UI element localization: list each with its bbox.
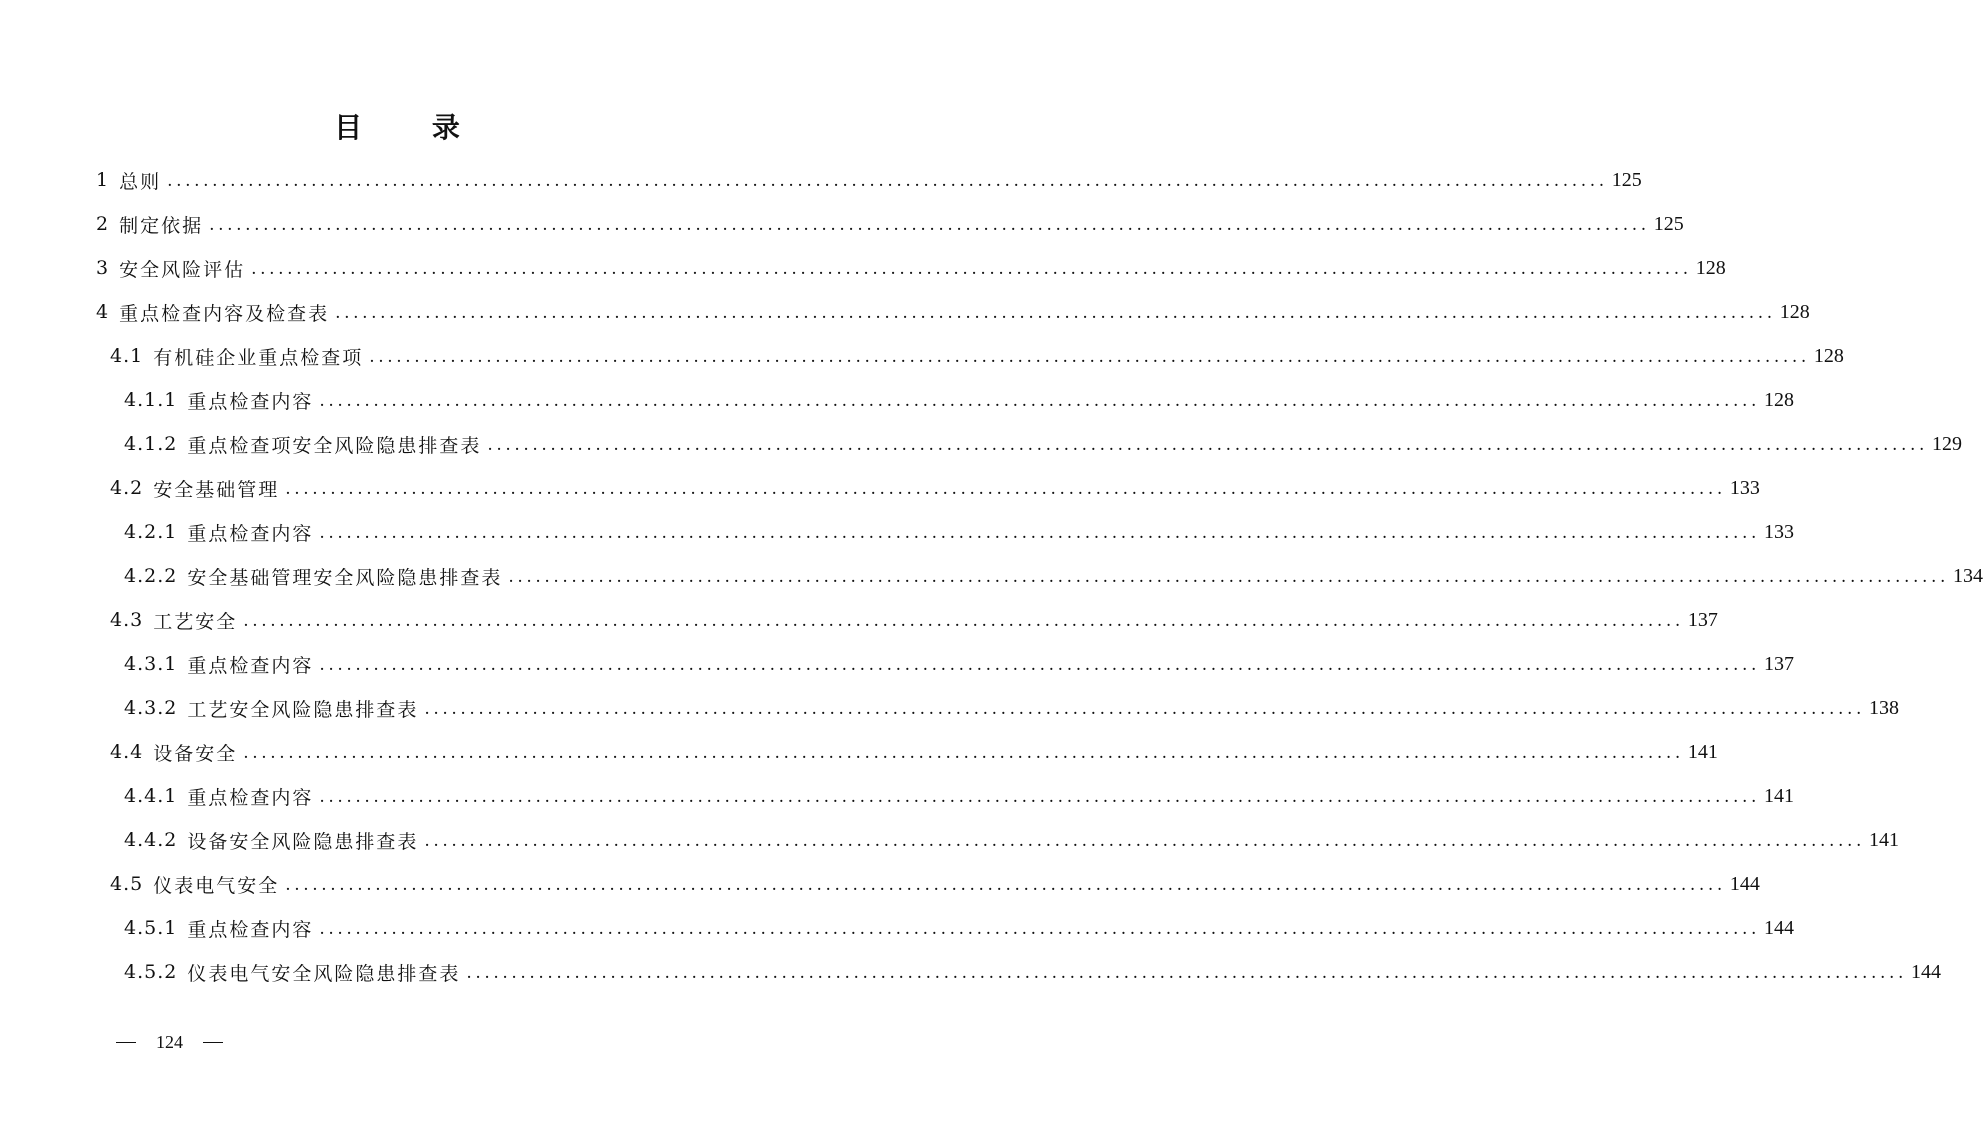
toc-entry-number: 4.3.1 xyxy=(124,653,178,675)
toc-dot-leader: ................................................................................................................................................................ xyxy=(243,743,1684,763)
toc-entry[interactable] xyxy=(124,554,1983,598)
toc-entry-number: 3 xyxy=(96,257,110,279)
toc-entry-label: 仪表电气安全 xyxy=(153,874,280,897)
toc-entry-number: 4.1.1 xyxy=(124,389,178,411)
toc-entry[interactable] xyxy=(124,378,1794,422)
toc-entry-label: 重点检查内容及检查表 xyxy=(119,302,330,325)
toc-entry-page: 128 xyxy=(1763,388,1794,411)
toc-entry[interactable] xyxy=(124,818,1899,862)
toc-entry-label: 重点检查内容 xyxy=(187,390,314,413)
toc-entry-label: 工艺安全 xyxy=(153,610,238,633)
toc-entry-number: 4.5.1 xyxy=(124,917,178,939)
toc-entry-page: 129 xyxy=(1931,432,1962,455)
toc-entry[interactable] xyxy=(110,598,1718,642)
footer-dash-left xyxy=(116,1042,136,1043)
toc-entry-number: 4.2.1 xyxy=(124,521,178,543)
toc-entry-label: 安全基础管理安全风险隐患排查表 xyxy=(187,566,503,589)
toc-entry[interactable] xyxy=(96,246,1726,290)
toc-entry-number: 4 xyxy=(96,301,110,323)
toc-entry[interactable] xyxy=(110,730,1718,774)
toc-dot-leader: ................................................................................................................................................................ xyxy=(466,963,1907,983)
toc-entry-number: 4.5.2 xyxy=(124,961,178,983)
toc-dot-leader: ................................................................................................................................................................ xyxy=(487,435,1928,455)
toc-entry-label: 重点检查内容 xyxy=(187,654,314,677)
toc-entry-number: 4.4.2 xyxy=(124,829,178,851)
toc-entry-number: 4.3.2 xyxy=(124,697,178,719)
toc-entry[interactable] xyxy=(110,862,1760,906)
toc-entry-label: 重点检查内容 xyxy=(187,918,314,941)
toc-entry-label: 仪表电气安全风险隐患排查表 xyxy=(187,962,461,985)
page-title: 目 录 xyxy=(334,111,490,144)
toc-entry-label: 设备安全 xyxy=(153,742,238,765)
toc-entry-number: 4.4.1 xyxy=(124,785,178,807)
toc-entry-number: 2 xyxy=(96,213,110,235)
toc-dot-leader: ................................................................................................................................................................ xyxy=(335,303,1776,323)
toc-entry-number: 4.5 xyxy=(110,873,144,895)
toc-dot-leader: ................................................................................................................................................................ xyxy=(319,919,1760,939)
toc-dot-leader: ................................................................................................................................................................ xyxy=(369,347,1810,367)
toc-dot-leader: ................................................................................................................................................................ xyxy=(167,171,1608,191)
toc-dot-leader: ................................................................................................................................................................ xyxy=(424,699,1865,719)
toc-entry-page: 137 xyxy=(1687,608,1718,631)
toc-dot-leader: ................................................................................................................................................................ xyxy=(285,479,1726,499)
toc-entry-label: 重点检查内容 xyxy=(187,786,314,809)
toc-entry-page: 125 xyxy=(1611,168,1642,191)
toc-entry-page: 134 xyxy=(1952,564,1983,587)
toc-entry-number: 1 xyxy=(96,169,110,191)
toc-entry-label: 有机硅企业重点检查项 xyxy=(153,346,364,369)
toc-entry-page: 141 xyxy=(1763,784,1794,807)
toc-entry-number: 4.3 xyxy=(110,609,144,631)
toc-entry-page: 128 xyxy=(1813,344,1844,367)
toc-entry[interactable] xyxy=(124,422,1962,466)
toc-entry[interactable] xyxy=(124,642,1794,686)
toc-entry-page: 125 xyxy=(1653,212,1684,235)
toc-entry[interactable] xyxy=(124,686,1899,730)
toc-dot-leader: ................................................................................................................................................................ xyxy=(424,831,1865,851)
toc-entry-label: 重点检查项安全风险隐患排查表 xyxy=(187,434,482,457)
toc-dot-leader: ................................................................................................................................................................ xyxy=(319,655,1760,675)
toc-entry-number: 4.1.2 xyxy=(124,433,178,455)
toc-dot-leader: ................................................................................................................................................................ xyxy=(243,611,1684,631)
footer-page-number: 124 xyxy=(156,1032,183,1052)
toc-dot-leader: ................................................................................................................................................................ xyxy=(319,523,1760,543)
toc-entry[interactable] xyxy=(110,466,1760,510)
toc-entry-page: 141 xyxy=(1868,828,1899,851)
toc-entry-label: 重点检查内容 xyxy=(187,522,314,545)
toc-entry-page: 133 xyxy=(1763,520,1794,543)
toc-entry-page: 133 xyxy=(1729,476,1760,499)
toc-entry[interactable] xyxy=(124,950,1941,994)
toc-entry[interactable] xyxy=(96,290,1810,334)
toc-entry[interactable] xyxy=(124,774,1794,818)
toc-entry-number: 4.2 xyxy=(110,477,144,499)
toc-entry[interactable] xyxy=(96,202,1684,246)
toc-entry-page: 144 xyxy=(1729,872,1760,895)
toc-entry-label: 设备安全风险隐患排查表 xyxy=(187,830,419,853)
toc-dot-leader: ................................................................................................................................................................ xyxy=(508,567,1949,587)
toc-dot-leader: ................................................................................................................................................................ xyxy=(319,787,1760,807)
toc-entry-number: 4.4 xyxy=(110,741,144,763)
toc-dot-leader: ................................................................................................................................................................ xyxy=(319,391,1760,411)
toc-entry-label: 安全风险评估 xyxy=(119,258,246,281)
toc-entry[interactable] xyxy=(124,906,1794,950)
toc-entry-page: 141 xyxy=(1687,740,1718,763)
toc-entry-page: 144 xyxy=(1763,916,1794,939)
toc-entry-number: 4.1 xyxy=(110,345,144,367)
toc-entry-number: 4.2.2 xyxy=(124,565,178,587)
toc-entry-label: 安全基础管理 xyxy=(153,478,280,501)
toc-entry-label: 总则 xyxy=(119,170,162,193)
toc-entry[interactable] xyxy=(110,334,1844,378)
toc-entry[interactable] xyxy=(124,510,1794,554)
toc-dot-leader: ................................................................................................................................................................ xyxy=(251,259,1692,279)
toc-dot-leader: ................................................................................................................................................................ xyxy=(209,215,1650,235)
toc-entry-page: 137 xyxy=(1763,652,1794,675)
toc-entry-page: 128 xyxy=(1779,300,1810,323)
toc-entry-page: 144 xyxy=(1910,960,1941,983)
toc-entry-label: 工艺安全风险隐患排查表 xyxy=(187,698,419,721)
page-footer xyxy=(116,1030,223,1054)
toc-dot-leader: ................................................................................................................................................................ xyxy=(285,875,1726,895)
footer-dash-right xyxy=(203,1042,223,1043)
toc-entry[interactable] xyxy=(96,158,1642,202)
toc-entry-page: 138 xyxy=(1868,696,1899,719)
toc-entry-page: 128 xyxy=(1695,256,1726,279)
toc-entry-label: 制定依据 xyxy=(119,214,204,237)
